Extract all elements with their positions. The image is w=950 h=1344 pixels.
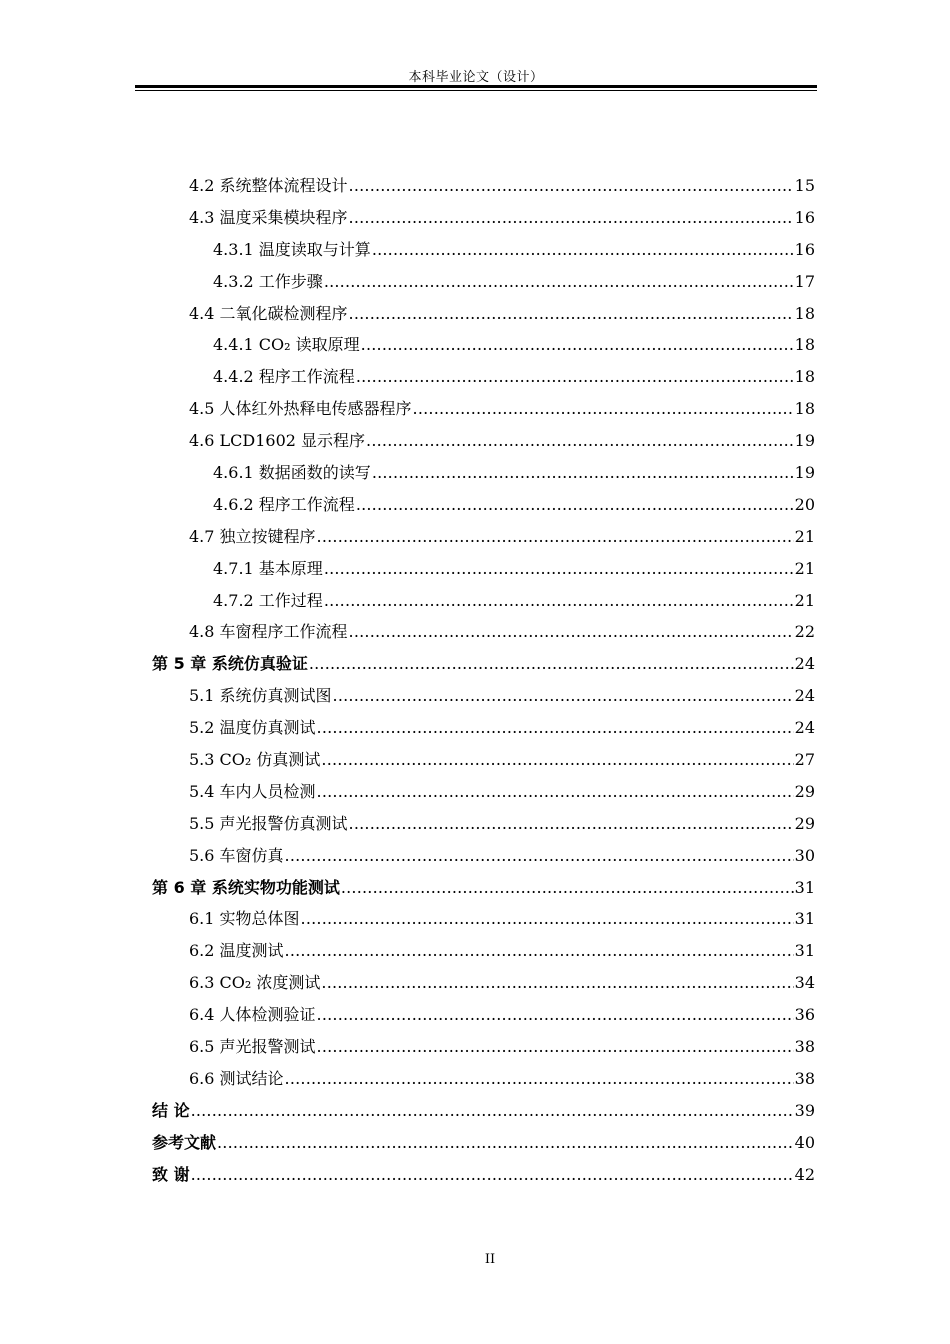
toc-entry[interactable] [152,712,815,744]
toc-leader-dots [349,808,794,840]
toc-entry[interactable] [152,457,815,489]
toc-entry-title: 4.5 人体红外热释电传感器程序 [189,399,412,419]
toc-entry-page: 19 [794,431,815,451]
toc-entry-title: 5.6 车窗仿真 [189,845,284,865]
toc-entry[interactable] [152,1127,815,1159]
toc-entry-title: 5.5 声光报警仿真测试 [189,813,348,833]
toc-entry-page: 31 [794,909,815,929]
toc-entry[interactable] [152,680,815,712]
toc-entry[interactable] [152,298,815,330]
toc-entry-title: 6.3 CO₂ 浓度测试 [189,973,321,993]
toc-leader-dots [285,840,794,872]
toc-entry-title: 致 谢 [152,1164,190,1184]
toc-entry-title: 6.5 声光报警测试 [189,1037,316,1057]
toc-entry[interactable] [152,744,815,776]
toc-entry-page: 38 [794,1068,815,1088]
toc-leader-dots [321,744,793,776]
toc-entry-page: 17 [794,271,815,291]
toc-entry-title: 5.4 车内人员检测 [189,781,316,801]
toc-entry[interactable] [152,266,815,298]
toc-entry-page: 39 [794,1100,815,1120]
toc-entry-page: 18 [794,367,815,387]
toc-entry-title: 6.4 人体检测验证 [189,1005,316,1025]
toc-entry-page: 20 [794,494,815,514]
toc-entry-page: 36 [794,1005,815,1025]
toc-leader-dots [217,1127,794,1159]
toc-entry-page: 16 [794,207,815,227]
toc-entry[interactable] [152,521,815,553]
toc-entry[interactable] [152,234,815,266]
toc-entry[interactable] [152,808,815,840]
toc-leader-dots [413,393,794,425]
toc-entry[interactable] [152,425,815,457]
toc-entry[interactable] [152,361,815,393]
toc-entry-title: 参考文献 [152,1132,217,1152]
header-rule-thin [135,90,817,91]
toc-entry-title: 5.2 温度仿真测试 [189,718,316,738]
toc-entry-title: 6.2 温度测试 [189,941,284,961]
toc-leader-dots [317,1031,794,1063]
toc-leader-dots [317,999,794,1031]
toc-entry-page: 30 [794,845,815,865]
toc-leader-dots [349,202,794,234]
toc-entry-title: 4.6.1 数据函数的读写 [213,463,371,483]
toc-leader-dots [317,521,794,553]
toc-entry-title: 4.7 独立按键程序 [189,526,316,546]
toc-leader-dots [301,903,794,935]
toc-entry[interactable] [152,967,815,999]
toc-leader-dots [356,489,794,521]
toc-entry[interactable] [152,776,815,808]
toc-entry-title: 4.7.2 工作过程 [213,590,323,610]
toc-leader-dots [324,266,794,298]
toc-entry[interactable] [152,840,815,872]
toc-entry[interactable] [152,202,815,234]
toc-leader-dots [324,585,794,617]
toc-entry-page: 19 [794,463,815,483]
toc-entry-page: 21 [794,558,815,578]
toc-entry-title: 6.6 测试结论 [189,1068,284,1088]
toc-entry-page: 16 [794,239,815,259]
toc-entry[interactable] [152,1095,815,1127]
toc-entry[interactable] [152,393,815,425]
toc-entry-title: 4.6.2 程序工作流程 [213,494,355,514]
toc-entry[interactable] [152,585,815,617]
toc-leader-dots [341,872,794,904]
toc-entry-title: 第 6 章 系统实物功能测试 [152,877,340,897]
toc-entry-title: 4.6 LCD1602 显示程序 [189,431,366,451]
toc-entry[interactable] [152,1063,815,1095]
toc-entry-title: 5.3 CO₂ 仿真测试 [189,750,321,770]
page-number: II [484,1252,496,1267]
toc-leader-dots [309,648,794,680]
toc-leader-dots [333,680,794,712]
toc-entry-title: 4.4.1 CO₂ 读取原理 [213,335,360,355]
toc-entry-title: 4.2 系统整体流程设计 [189,176,348,195]
toc-leader-dots [285,1063,794,1095]
toc-entry[interactable] [152,553,815,585]
toc-entry-page: 38 [794,1037,815,1057]
toc-entry[interactable] [152,999,815,1031]
toc-entry-title: 4.4 二氧化碳检测程序 [189,303,348,323]
toc-entry-page: 15 [794,176,815,195]
toc-entry-page: 34 [794,973,815,993]
toc-entry-page: 21 [794,526,815,546]
toc-entry-page: 31 [794,941,815,961]
toc-leader-dots [366,425,794,457]
toc-entry-page: 24 [794,686,815,706]
toc-entry[interactable] [152,935,815,967]
toc-entry-page: 42 [794,1164,815,1184]
toc-entry-title: 6.1 实物总体图 [189,909,300,929]
toc-entry[interactable] [152,489,815,521]
toc-leader-dots [191,1095,794,1127]
toc-entry[interactable] [152,616,815,648]
table-of-contents [152,170,815,1191]
toc-entry-page: 18 [794,335,815,355]
toc-entry-page: 21 [794,590,815,610]
toc-entry[interactable] [152,872,815,904]
toc-entry-title: 4.3.1 温度读取与计算 [213,239,371,259]
toc-entry-title: 5.1 系统仿真测试图 [189,686,332,706]
toc-leader-dots [361,329,794,361]
toc-entry-page: 27 [794,750,815,770]
toc-entry-title: 结 论 [152,1100,190,1120]
toc-entry-page: 24 [794,654,815,674]
toc-entry[interactable] [152,1031,815,1063]
toc-leader-dots [285,935,794,967]
toc-leader-dots [349,170,794,202]
toc-entry[interactable] [152,1159,815,1191]
toc-leader-dots [191,1159,794,1191]
toc-leader-dots [349,616,794,648]
toc-entry-title: 第 5 章 系统仿真验证 [152,654,308,674]
page-header: 本科毕业论文（设计） [408,70,544,85]
toc-entry-page: 29 [794,781,815,801]
toc-entry-page: 40 [794,1132,815,1152]
toc-entry-page: 18 [794,399,815,419]
toc-entry[interactable] [152,903,815,935]
toc-leader-dots [317,776,794,808]
toc-entry-title: 4.8 车窗程序工作流程 [189,622,348,642]
toc-entry-page: 29 [794,813,815,833]
toc-entry[interactable] [152,648,815,680]
toc-leader-dots [372,234,794,266]
toc-entry-title: 4.3.2 工作步骤 [213,271,323,291]
toc-entry-page: 24 [794,718,815,738]
toc-entry[interactable] [152,329,815,361]
header-rule-thick [135,85,817,88]
toc-entry[interactable] [152,170,815,202]
toc-entry-title: 4.7.1 基本原理 [213,558,323,578]
toc-leader-dots [324,553,794,585]
toc-entry-page: 22 [794,622,815,642]
toc-entry-page: 31 [794,877,815,897]
toc-leader-dots [349,298,794,330]
toc-leader-dots [317,712,794,744]
toc-leader-dots [372,457,794,489]
toc-entry-title: 4.4.2 程序工作流程 [213,367,355,387]
toc-leader-dots [356,361,794,393]
toc-leader-dots [321,967,793,999]
toc-entry-title: 4.3 温度采集模块程序 [189,207,348,227]
toc-entry-page: 18 [794,303,815,323]
